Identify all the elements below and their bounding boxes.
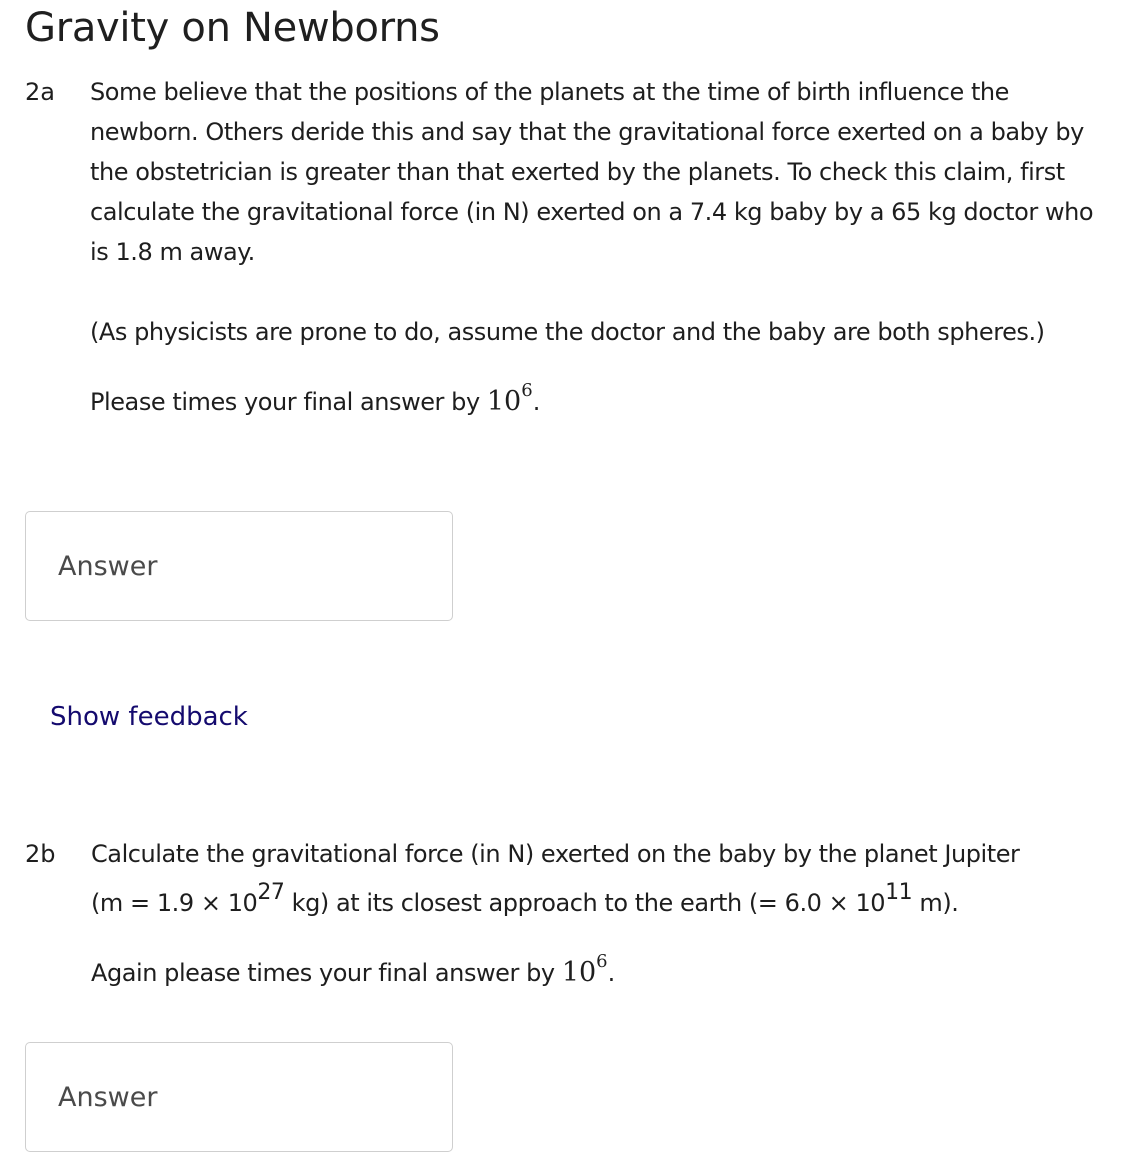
distance-base: 10 [855, 889, 886, 917]
mass-exponent: 27 [257, 880, 285, 905]
answer-input-2b[interactable] [25, 1042, 453, 1152]
distance-suffix: m). [912, 889, 959, 917]
question-number-2b: 2b [25, 840, 56, 868]
period: . [607, 959, 615, 987]
show-feedback-link[interactable]: Show feedback [50, 702, 248, 732]
multiplier-exponent: 6 [596, 951, 608, 972]
question-number-2a: 2a [25, 78, 55, 106]
question-2a-text [90, 72, 1115, 422]
distance-exponent: 11 [885, 880, 913, 905]
period: . [532, 388, 540, 416]
question-2b-line-2 [91, 880, 1116, 923]
question-2a-paragraph-1: Some believe that the positions of the planets at the time of birth influence the newborn. Others deride this and say that the gravitational force exerted on a baby by the obstetrician is greater than that exerted by the planets. To check this claim, first calculate the gravitational force (in N) exerted on a 7.4 kg baby by a 65 kg doctor who is 1.8 m away. [90, 78, 1094, 266]
distance-power [855, 880, 913, 917]
page-title: Gravity on Newborns [25, 5, 440, 51]
jupiter-mass-power [227, 880, 285, 917]
question-2a-instruction: Please times your final answer by [90, 388, 487, 416]
answer-input-2a[interactable] [25, 511, 453, 621]
multiplier-base: 10 [486, 386, 522, 417]
multiplier-base: 10 [561, 957, 597, 988]
question-2b-multiplier [561, 951, 608, 988]
jupiter-mass-prefix: (m = 1.9 × [91, 889, 228, 917]
question-2a-paragraph-3 [90, 382, 1115, 422]
question-2b-paragraph-2 [91, 953, 1116, 993]
question-2b-text [91, 834, 1116, 993]
question-2b-line-1: Calculate the gravitational force (in N) exerted on the baby by the planet Jupiter [91, 840, 1020, 868]
mass-base: 10 [227, 889, 258, 917]
question-2b-instruction: Again please times your final answer by [91, 959, 562, 987]
question-2a-multiplier [486, 380, 533, 417]
multiplier-exponent: 6 [521, 380, 533, 401]
question-2a-paragraph-2: (As physicists are prone to do, assume the doctor and the baby are both spheres.) [90, 318, 1045, 346]
closest-approach-text: kg) at its closest approach to the earth (= 6.0 × [284, 889, 856, 917]
